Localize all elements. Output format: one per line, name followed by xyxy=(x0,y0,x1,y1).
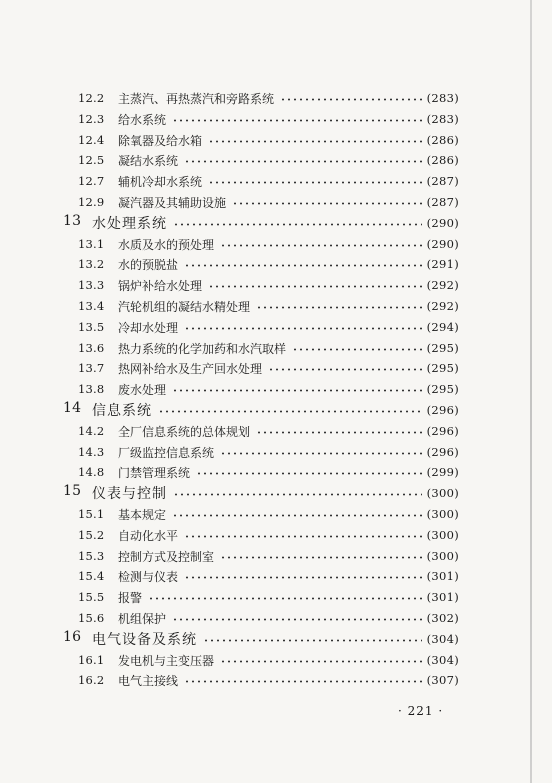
toc-entry-number: 15.2 xyxy=(78,527,105,542)
dot-leader xyxy=(196,472,422,475)
dot-leader xyxy=(173,493,422,496)
toc-section-entry xyxy=(0,192,552,212)
toc-entry-title: 汽轮机组的凝结水精处理 xyxy=(118,298,254,315)
toc-entry-title: 自动化水平 xyxy=(118,527,182,544)
dot-leader xyxy=(220,452,422,455)
dot-leader xyxy=(184,160,422,163)
toc-entry-title: 凝结水系统 xyxy=(118,152,182,169)
toc-entry-page: (295) xyxy=(424,341,459,355)
toc-chapter-entry xyxy=(0,400,552,420)
toc-section-entry xyxy=(0,275,552,295)
dot-leader xyxy=(208,140,422,143)
dot-leader xyxy=(184,535,422,538)
toc-entry-title: 控制方式及控制室 xyxy=(118,548,218,565)
dot-leader xyxy=(292,348,422,351)
toc-entry-title: 机组保护 xyxy=(118,610,170,627)
dot-leader xyxy=(158,410,422,413)
toc-entry-title: 热力系统的化学加药和水汽取样 xyxy=(118,340,290,357)
toc-entry-title: 锅炉补给水处理 xyxy=(118,277,206,294)
toc-section-entry xyxy=(0,587,552,607)
toc-section-entry xyxy=(0,462,552,482)
toc-entry-page: (296) xyxy=(424,445,459,459)
dot-leader xyxy=(184,327,422,330)
toc-chapter-entry xyxy=(0,483,552,503)
toc-section-entry xyxy=(0,317,552,337)
dot-leader xyxy=(256,431,422,434)
dot-leader xyxy=(220,556,422,559)
toc-entry-number: 13.6 xyxy=(78,340,105,355)
toc-entry-page: (296) xyxy=(424,403,459,417)
toc-entry-page: (304) xyxy=(424,653,459,667)
toc-chapter-entry xyxy=(0,629,552,649)
toc-entry-page: (302) xyxy=(424,611,459,625)
dot-leader xyxy=(184,680,422,683)
toc-entry-number: 14 xyxy=(63,400,82,416)
toc-entry-page: (286) xyxy=(424,133,459,147)
toc-entry-number: 13.2 xyxy=(78,257,105,272)
toc-entry-title: 基本规定 xyxy=(118,506,170,523)
toc-section-entry xyxy=(0,442,552,462)
dot-leader xyxy=(280,98,422,101)
toc-entry-page: (287) xyxy=(424,174,459,188)
toc-entry-number: 12.5 xyxy=(78,153,105,168)
toc-entry-page: (290) xyxy=(424,237,459,251)
toc-entry-title: 除氧器及给水箱 xyxy=(118,132,206,149)
toc-entry-title: 检测与仪表 xyxy=(118,568,182,585)
toc-entry-title: 主蒸汽、再热蒸汽和旁路系统 xyxy=(118,90,278,107)
dot-leader xyxy=(172,119,422,122)
toc-entry-title: 辅机冷却水系统 xyxy=(118,173,206,190)
toc-entry-page: (301) xyxy=(424,590,459,604)
toc-entry-number: 13.4 xyxy=(78,299,105,313)
toc-section-entry xyxy=(0,546,552,566)
dot-leader xyxy=(173,223,422,226)
toc-section-entry xyxy=(0,254,552,274)
page-number: · 221 · xyxy=(398,704,444,718)
toc-entry-page: (296) xyxy=(424,424,459,438)
toc-section-entry xyxy=(0,525,552,545)
dot-leader xyxy=(232,202,422,205)
toc-entry-number: 14.3 xyxy=(78,444,105,459)
toc-section-entry xyxy=(0,650,552,670)
toc-section-entry xyxy=(0,88,552,108)
toc-entry-title: 冷却水处理 xyxy=(118,319,182,336)
toc-entry-page: (299) xyxy=(424,465,459,479)
toc-entry-title: 电气主接线 xyxy=(118,672,182,689)
toc-entry-page: (294) xyxy=(424,320,459,334)
toc-section-entry xyxy=(0,670,552,690)
toc-entry-number: 16.1 xyxy=(78,652,105,667)
toc-section-entry xyxy=(0,234,552,254)
toc-entry-page: (283) xyxy=(424,91,459,105)
toc-entry-number: 15.1 xyxy=(78,507,105,521)
dot-leader xyxy=(172,514,422,517)
toc-entry-page: (307) xyxy=(424,673,459,687)
toc-entry-number: 13.1 xyxy=(78,236,105,251)
toc-entry-number: 13.3 xyxy=(78,278,105,293)
toc-entry-number: 15.4 xyxy=(78,569,105,584)
toc-entry-number: 15.5 xyxy=(78,590,105,605)
toc-entry-page: (292) xyxy=(424,299,459,313)
toc-chapter-entry xyxy=(0,213,552,233)
toc-entry-title: 水质及水的预处理 xyxy=(118,236,218,253)
toc-section-entry xyxy=(0,296,552,316)
toc-entry-number: 12.4 xyxy=(78,132,105,147)
toc-entry-page: (286) xyxy=(424,153,459,167)
dot-leader xyxy=(172,618,422,621)
toc-section-entry xyxy=(0,504,552,524)
toc-entry-number: 16 xyxy=(63,628,82,645)
toc-section-entry xyxy=(0,171,552,191)
dot-leader xyxy=(220,660,422,663)
toc-entry-number: 13.8 xyxy=(78,382,105,397)
toc-entry-page: (304) xyxy=(424,632,459,646)
toc-entry-title: 全厂信息系统的总体规划 xyxy=(118,423,254,440)
toc-section-entry xyxy=(0,421,552,441)
toc-entry-page: (301) xyxy=(424,569,459,583)
toc-entry-page: (291) xyxy=(424,257,459,271)
toc-entry-page: (300) xyxy=(424,549,459,563)
toc-entry-page: (295) xyxy=(424,361,459,375)
toc-entry-number: 16.2 xyxy=(78,673,105,688)
dot-leader xyxy=(208,285,422,288)
toc-entry-title: 废水处理 xyxy=(118,381,170,398)
toc-entry-title: 水处理系统 xyxy=(92,213,171,233)
toc-entry-number: 15.6 xyxy=(78,611,105,625)
toc-entry-number: 15 xyxy=(63,483,82,500)
toc-entry-number: 12.7 xyxy=(78,174,105,189)
toc-section-entry xyxy=(0,608,552,628)
toc-entry-number: 13.5 xyxy=(78,319,105,334)
toc-entry-number: 12.3 xyxy=(78,111,105,126)
toc-entry-number: 12.9 xyxy=(78,195,105,209)
toc-entry-page: (295) xyxy=(424,382,459,396)
toc-entry-title: 信息系统 xyxy=(92,400,156,420)
toc-section-entry xyxy=(0,150,552,170)
toc-entry-page: (300) xyxy=(424,528,459,542)
toc-entry-number: 14.2 xyxy=(78,423,105,438)
dot-leader xyxy=(256,306,422,309)
toc-entry-page: (300) xyxy=(424,486,459,500)
toc-entry-number: 13.7 xyxy=(78,361,105,376)
toc-section-entry xyxy=(0,358,552,378)
toc-entry-title: 水的预脱盐 xyxy=(118,256,182,273)
dot-leader xyxy=(184,264,422,267)
dot-leader xyxy=(268,368,422,371)
toc-entry-title: 凝汽器及其辅助设施 xyxy=(118,194,230,211)
toc-entry-number: 15.3 xyxy=(78,548,105,563)
dot-leader xyxy=(203,639,422,642)
toc-section-entry xyxy=(0,379,552,399)
toc-entry-title: 热网补给水及生产回水处理 xyxy=(118,360,266,377)
dot-leader xyxy=(220,244,422,247)
dot-leader xyxy=(208,181,422,184)
toc-entry-number: 13 xyxy=(63,212,82,229)
dot-leader xyxy=(184,576,422,579)
toc-section-entry xyxy=(0,109,552,129)
dot-leader xyxy=(172,389,422,392)
toc-entry-page: (290) xyxy=(424,216,459,230)
toc-entry-title: 仪表与控制 xyxy=(92,483,171,503)
toc-section-entry xyxy=(0,130,552,150)
toc-section-entry xyxy=(0,566,552,586)
toc-section-entry xyxy=(0,338,552,358)
toc-entry-page: (292) xyxy=(424,278,459,292)
toc-entry-number: 12.2 xyxy=(78,91,105,105)
toc-entry-title: 电气设备及系统 xyxy=(92,629,201,649)
toc-entry-page: (283) xyxy=(424,112,459,126)
toc-entry-number: 14.8 xyxy=(78,465,105,480)
toc-entry-title: 给水系统 xyxy=(118,111,170,128)
toc-entry-title: 门禁管理系统 xyxy=(118,464,194,481)
toc-entry-title: 报警 xyxy=(118,589,146,606)
toc-entry-title: 发电机与主变压器 xyxy=(118,652,218,669)
dot-leader xyxy=(148,597,422,600)
toc-entry-page: (300) xyxy=(424,507,459,521)
toc-entry-page: (287) xyxy=(424,195,459,209)
toc-entry-title: 厂级监控信息系统 xyxy=(118,444,218,461)
